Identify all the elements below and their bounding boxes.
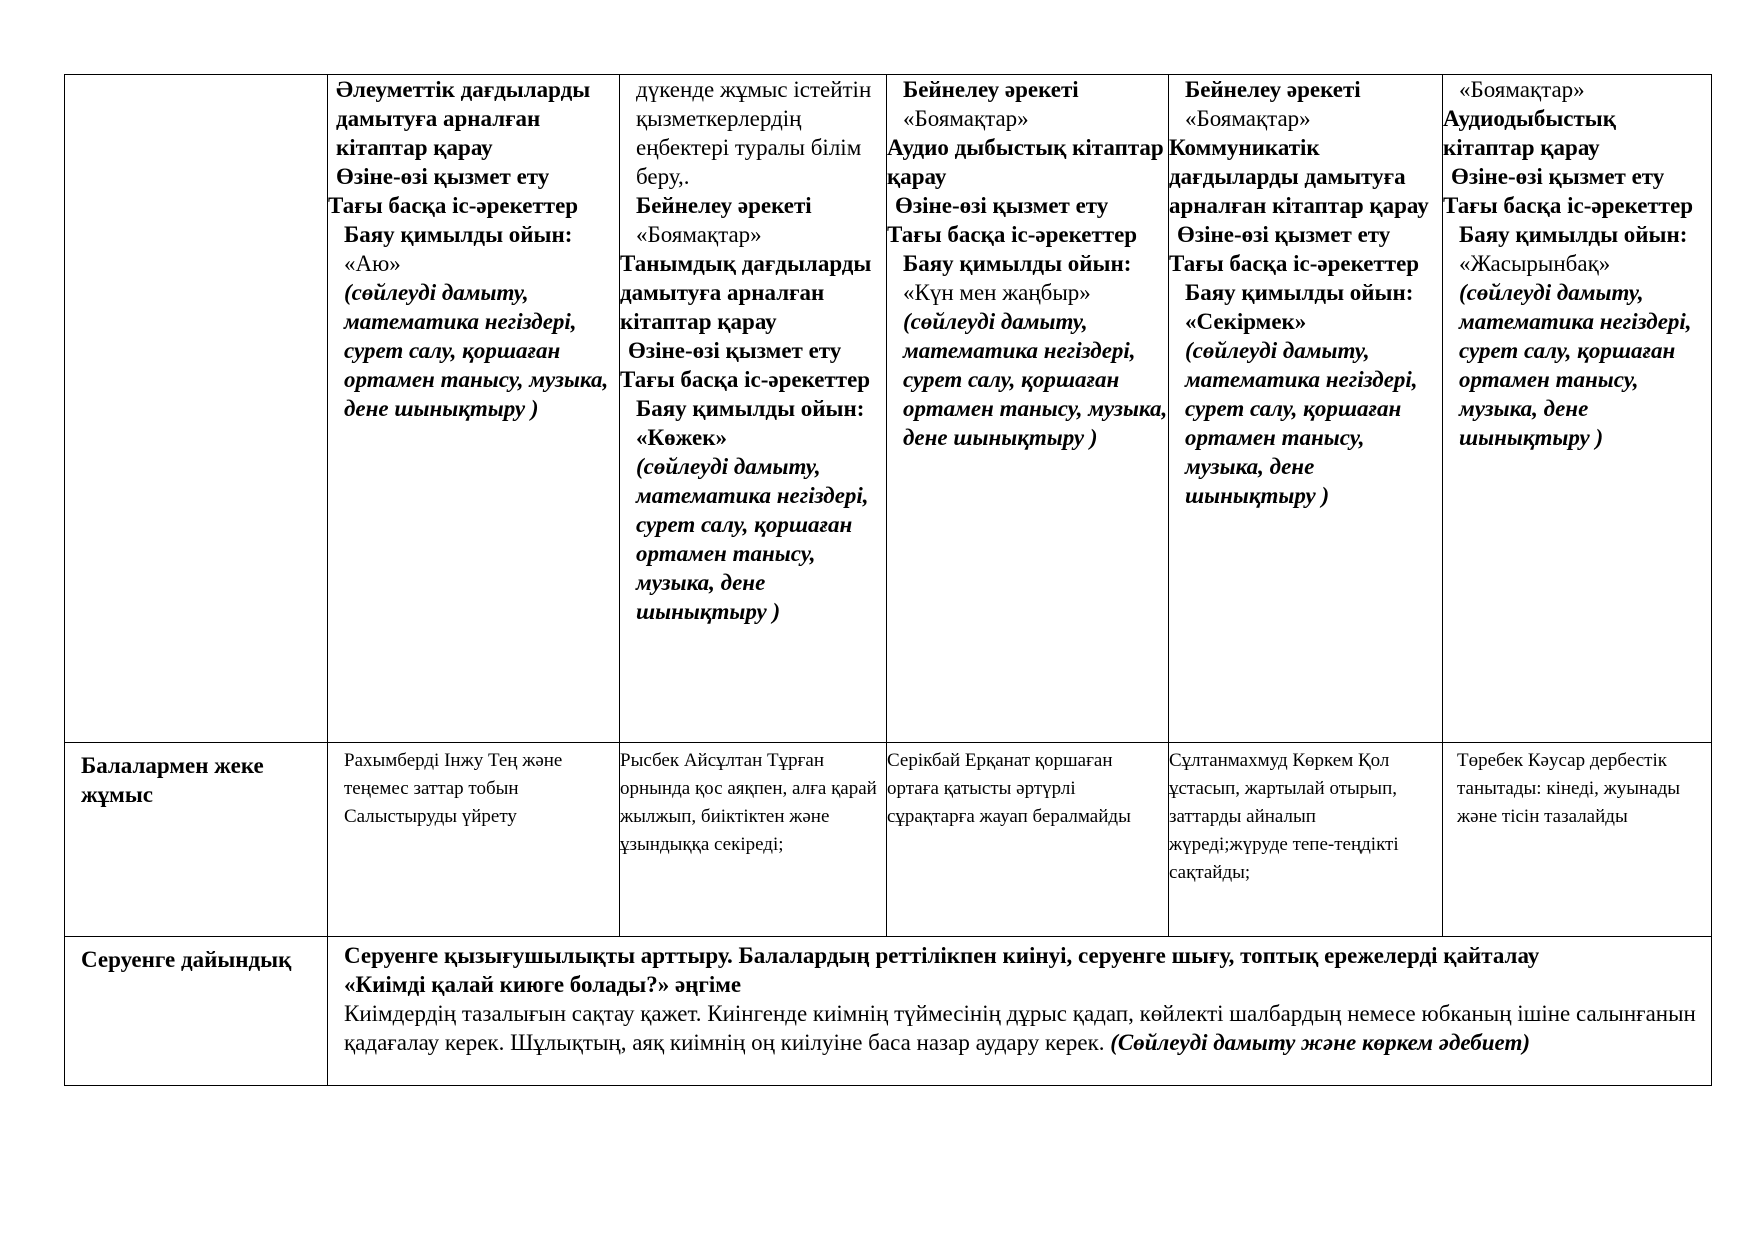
- activities-cell-1: [328, 75, 620, 743]
- activities-label-cell: [65, 75, 328, 743]
- activity-line: «Боямақтар»: [1459, 77, 1585, 102]
- activity-line: Аудиодыбыстық кітаптар қарау: [1443, 106, 1617, 160]
- activity-line: Баяу қимылды ойын:: [903, 251, 1132, 276]
- individual-work-text: Сұлтанмахмуд Көркем Қол ұстасып, жартылай отырып, заттарды айналып жүреді;жүруде тепе-теңдікті сақтайды;: [1169, 750, 1399, 883]
- activity-line: Бейнелеу әрекеті: [1185, 77, 1361, 102]
- activity-line: (сөйлеуді дамыту, математика негіздері, сурет салу, қоршаған ортамен танысу, музыка, дене шынықтыру ): [903, 309, 1168, 450]
- activity-line: Баяу қимылды ойын:: [344, 222, 573, 247]
- activities-row: [65, 75, 1712, 743]
- activity-line: Өзіне-өзі қызмет ету: [628, 338, 842, 363]
- activity-line: «Күн мен жаңбыр»: [903, 280, 1091, 305]
- activity-line: «Боямақтар»: [903, 106, 1029, 131]
- activities-cell-3: [887, 75, 1169, 743]
- individual-work-cell-2: [620, 743, 887, 937]
- walk-prep-content-cell: [328, 937, 1712, 1086]
- activity-line: Өзіне-өзі қызмет ету: [895, 193, 1109, 218]
- activity-line: «Жасырынбақ»: [1459, 251, 1611, 276]
- activity-line: Баяу қимылды ойын: «Көжек»: [636, 396, 865, 450]
- activity-line: Өзіне-өзі қызмет ету: [1177, 222, 1391, 247]
- walk-prep-topic: «Киімді қалай киюге болады?» әңгіме: [344, 972, 742, 997]
- activity-line: Тағы басқа іс-әрекеттер: [620, 367, 871, 392]
- individual-work-text: Рысбек Айсұлтан Тұрған орнында қос аяқпен, алға қарай жылжып, биіктіктен және ұзындыққа секіреді;: [620, 750, 877, 855]
- activities-cell-2: [620, 75, 887, 743]
- walk-prep-content: [328, 937, 1711, 1057]
- individual-work-cell-5: [1443, 743, 1712, 937]
- activity-line: Тағы басқа іс-әрекеттер: [1169, 251, 1420, 276]
- activity-line: Баяу қимылды ойын: «Секірмек»: [1185, 280, 1414, 334]
- activity-line: Тағы басқа іс-әрекеттер: [328, 193, 579, 218]
- walk-prep-body-paragraph: [344, 999, 1701, 1057]
- individual-work-cell-4: [1169, 743, 1443, 937]
- activity-line: Баяу қимылды ойын:: [1459, 222, 1688, 247]
- individual-work-text: Серікбай Ерқанат қоршаған ортаға қатысты әртүрлі сұрақтарға жауап бералмайды: [887, 750, 1131, 827]
- walk-prep-row: [65, 937, 1712, 1086]
- activity-line: Әлеуметтік дағдыларды дамытуға арналған кітаптар қарау: [336, 77, 591, 160]
- activity-line: Танымдық дағдыларды дамытуға арналған кітаптар қарау: [620, 251, 872, 334]
- activity-line: (сөйлеуді дамыту, математика негіздері, сурет салу, қоршаған ортамен танысу, музыка, дене шынықтыру ): [1185, 338, 1418, 508]
- activity-line: Тағы басқа іс-әрекеттер: [887, 222, 1138, 247]
- walk-prep-body: Киімдердің тазалығын сақтау қажет. Киінгенде киімнің түймесінің дұрыс қадап, көйлекті шалбардың немесе юбканың ішіне салынғанын қадағалау керек. Шұлықтың, аяқ киімнің оң киілуіне баса назар аудару керек.: [344, 1001, 1696, 1055]
- individual-work-label: Балалармен жеке жұмыс: [81, 753, 264, 807]
- activity-line: Аудио дыбыстық кітаптар қарау: [887, 135, 1164, 189]
- activity-line: Өзіне-өзі қызмет ету: [336, 164, 550, 189]
- activities-cell-5: [1443, 75, 1712, 743]
- individual-work-text: Рахымберді Інжу Тең және теңемес заттар тобын Салыстыруды үйрету: [344, 750, 563, 827]
- activity-line: (сөйлеуді дамыту, математика негіздері, сурет салу, қоршаған ортамен танысу, музыка, дене шынықтыру ): [344, 280, 609, 421]
- walk-prep-areas: (Сөйлеуді дамыту және көркем әдебиет): [1110, 1030, 1530, 1055]
- individual-work-text: Төребек Кәусар дербестік танытады: кінеді, жуынады және тісін тазалайды: [1457, 750, 1681, 827]
- activities-cell-4: [1169, 75, 1443, 743]
- individual-work-label-cell: [65, 743, 328, 937]
- walk-prep-label: Серуенге дайындық: [81, 947, 292, 972]
- activity-line: (сөйлеуді дамыту, математика негіздері, сурет салу, қоршаған ортамен танысу, музыка, дене шынықтыру ): [1459, 280, 1692, 450]
- activity-line: Коммуникатік дағдыларды дамытуға арналған кітаптар қарау: [1169, 135, 1429, 218]
- walk-prep-label-cell: [65, 937, 328, 1086]
- individual-work-row: [65, 743, 1712, 937]
- individual-work-cell-1: [328, 743, 620, 937]
- walk-prep-heading: Серуенге қызығушылықты арттыру. Балалардың реттілікпен киінуі, серуенге шығу, топтық ережелерді қайталау: [344, 943, 1540, 968]
- activity-line: дүкенде жұмыс істейтін қызметкерлердің еңбектері туралы білім беру,.: [636, 77, 872, 189]
- schedule-table: [64, 74, 1712, 1086]
- activity-line: Бейнелеу әрекеті: [636, 193, 812, 218]
- activity-line: Тағы басқа іс-әрекеттер: [1443, 193, 1694, 218]
- activity-line: (сөйлеуді дамыту, математика негіздері, сурет салу, қоршаған ортамен танысу, музыка, дене шынықтыру ): [636, 454, 869, 624]
- individual-work-cell-3: [887, 743, 1169, 937]
- activity-line: «Боямақтар»: [1185, 106, 1311, 131]
- activity-line: «Аю»: [344, 251, 401, 276]
- activity-line: Бейнелеу әрекеті: [903, 77, 1079, 102]
- activity-line: «Боямақтар»: [636, 222, 762, 247]
- activity-line: Өзіне-өзі қызмет ету: [1451, 164, 1665, 189]
